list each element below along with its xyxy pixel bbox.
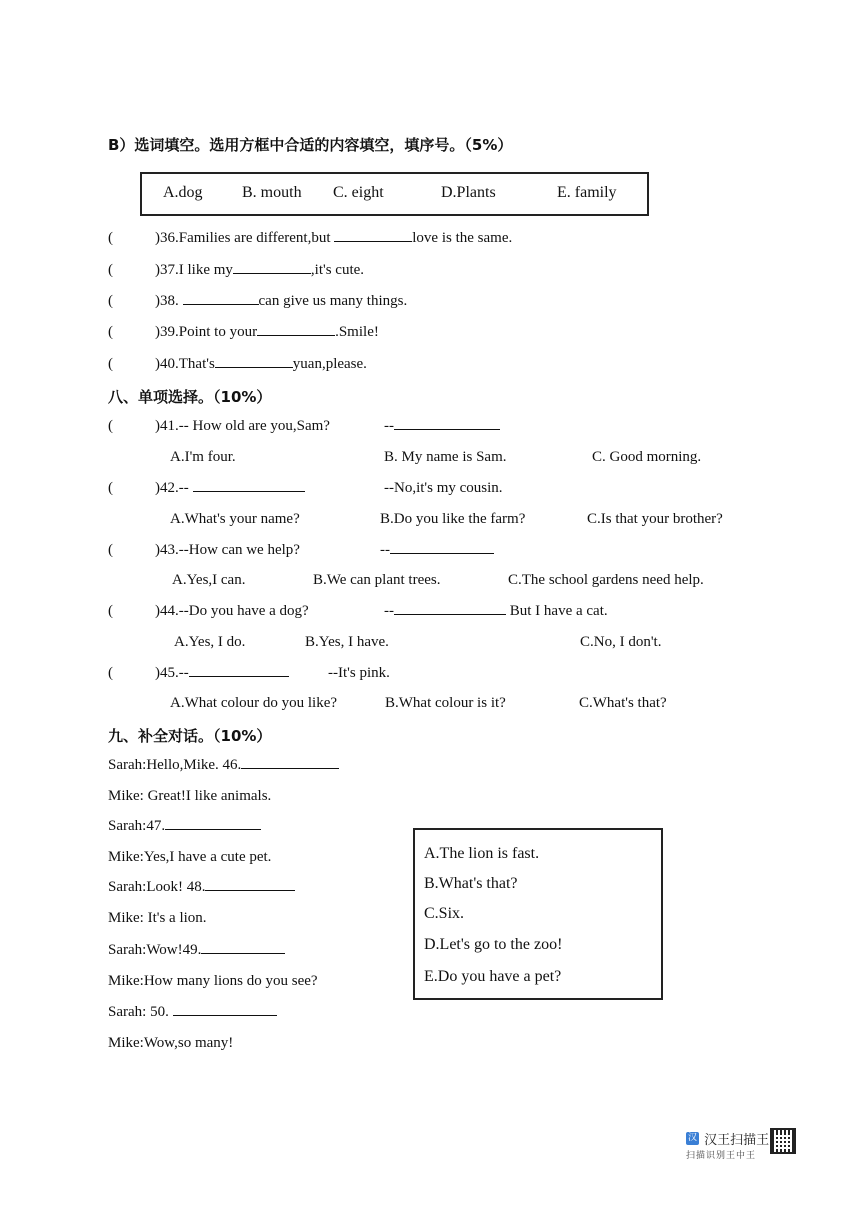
answer-paren: (	[108, 603, 113, 619]
word-option: E. family	[557, 184, 617, 201]
scanner-subtitle: 扫描识别王中王	[686, 1151, 757, 1161]
dialogue-line: Mike:How many lions do you see?	[108, 973, 318, 989]
answer-blank[interactable]	[183, 303, 259, 305]
answer-blank[interactable]	[241, 767, 339, 769]
word-option: D.Plants	[441, 184, 496, 201]
question-text: )40.That's yuan,please.	[155, 356, 367, 372]
question-text: )36.Families are different,but love is the same.	[155, 230, 513, 246]
response-text: --It's pink.	[328, 665, 390, 681]
word-option: B. mouth	[242, 184, 302, 201]
answer-blank[interactable]	[257, 334, 335, 336]
dialogue-line: Sarah:Wow!49.	[108, 942, 285, 959]
answer-blank[interactable]	[201, 952, 285, 954]
choice-option: B.Do you like the farm?	[380, 511, 526, 527]
answer-line[interactable]: -- But I have a cat.	[384, 603, 608, 619]
choice-option: B.What colour is it?	[385, 695, 506, 711]
dialogue-line: Sarah:47.	[108, 818, 261, 835]
answer-line[interactable]: --	[380, 542, 494, 559]
answer-paren: (	[108, 262, 113, 278]
choice-option: B.We can plant trees.	[313, 572, 441, 588]
answer-paren: (	[108, 324, 113, 340]
choice-option: C.What's that?	[579, 695, 667, 711]
answer-paren: (	[108, 356, 113, 372]
answer-blank[interactable]	[334, 240, 412, 242]
answer-paren: (	[108, 665, 113, 681]
dialogue-line: Mike:Wow,so many!	[108, 1035, 234, 1051]
dialogue-option: C.Six.	[424, 905, 465, 922]
dialogue-option: D.Let's go to the zoo!	[424, 936, 563, 953]
word-option: C. eight	[333, 184, 384, 201]
choice-option: C.No, I don't.	[580, 634, 662, 650]
choice-option: A.I'm four.	[170, 449, 236, 465]
dialogue-line: Mike: Great!I like animals.	[108, 788, 272, 804]
section-9-heading: 九、补全对话。（10%）	[108, 727, 272, 745]
scanner-name: 汉王扫描王	[704, 1133, 770, 1148]
dialogue-line: Mike:Yes,I have a cute pet.	[108, 849, 272, 865]
dialogue-option: B.What's that?	[424, 875, 518, 892]
question-text: )41.-- How old are you,Sam?	[155, 418, 330, 434]
dialogue-line: Sarah:Look! 48.	[108, 879, 295, 896]
answer-line[interactable]: --	[384, 418, 500, 435]
answer-paren: (	[108, 418, 113, 434]
choice-option: C. Good morning.	[592, 449, 702, 465]
answer-blank[interactable]	[165, 828, 261, 830]
choice-option: A.What's your name?	[170, 511, 300, 527]
question-text[interactable]: )42.--	[155, 480, 305, 497]
scanner-watermark	[686, 1128, 769, 1161]
choice-option: C.The school gardens need help.	[508, 572, 704, 588]
dialogue-line: Mike: It's a lion.	[108, 910, 207, 926]
choice-option: C.Is that your brother?	[587, 511, 723, 527]
choice-option: B. My name is Sam.	[384, 449, 507, 465]
answer-paren: (	[108, 542, 113, 558]
dialogue-line: Sarah: 50.	[108, 1004, 277, 1021]
question-text: )39.Point to your .Smile!	[155, 324, 379, 340]
choice-option: A.Yes, I do.	[174, 634, 246, 650]
answer-blank[interactable]	[233, 272, 311, 274]
question-text: )43.--How can we help?	[155, 542, 300, 558]
answer-paren: (	[108, 293, 113, 309]
section-b-heading: B）选词填空。选用方框中合适的内容填空，填序号。（5%）	[108, 136, 513, 154]
choice-option: A.Yes,I can.	[172, 572, 246, 588]
dialogue-line: Sarah:Hello,Mike. 46.	[108, 757, 339, 774]
answer-blank[interactable]	[173, 1014, 277, 1016]
dialogue-option: E.Do you have a pet?	[424, 968, 562, 985]
answer-paren: (	[108, 480, 113, 496]
question-text: )37.I like my ,it's cute.	[155, 262, 365, 278]
choice-option: A.What colour do you like?	[170, 695, 338, 711]
answer-blank[interactable]	[205, 889, 295, 891]
qr-code-icon	[770, 1128, 796, 1154]
scanner-logo-icon: 汉	[687, 1133, 697, 1143]
dialogue-option: A.The lion is fast.	[424, 845, 540, 862]
question-text: )44.--Do you have a dog?	[155, 603, 309, 619]
answer-blank[interactable]	[215, 366, 293, 368]
word-option: A.dog	[163, 184, 203, 201]
question-text: )38. can give us many things.	[155, 293, 408, 309]
question-text[interactable]: )45.--	[155, 665, 289, 682]
choice-option: B.Yes, I have.	[305, 634, 389, 650]
response-text: --No,it's my cousin.	[384, 480, 503, 496]
section-8-heading: 八、单项选择。（10%）	[108, 388, 272, 406]
answer-paren: (	[108, 230, 113, 246]
